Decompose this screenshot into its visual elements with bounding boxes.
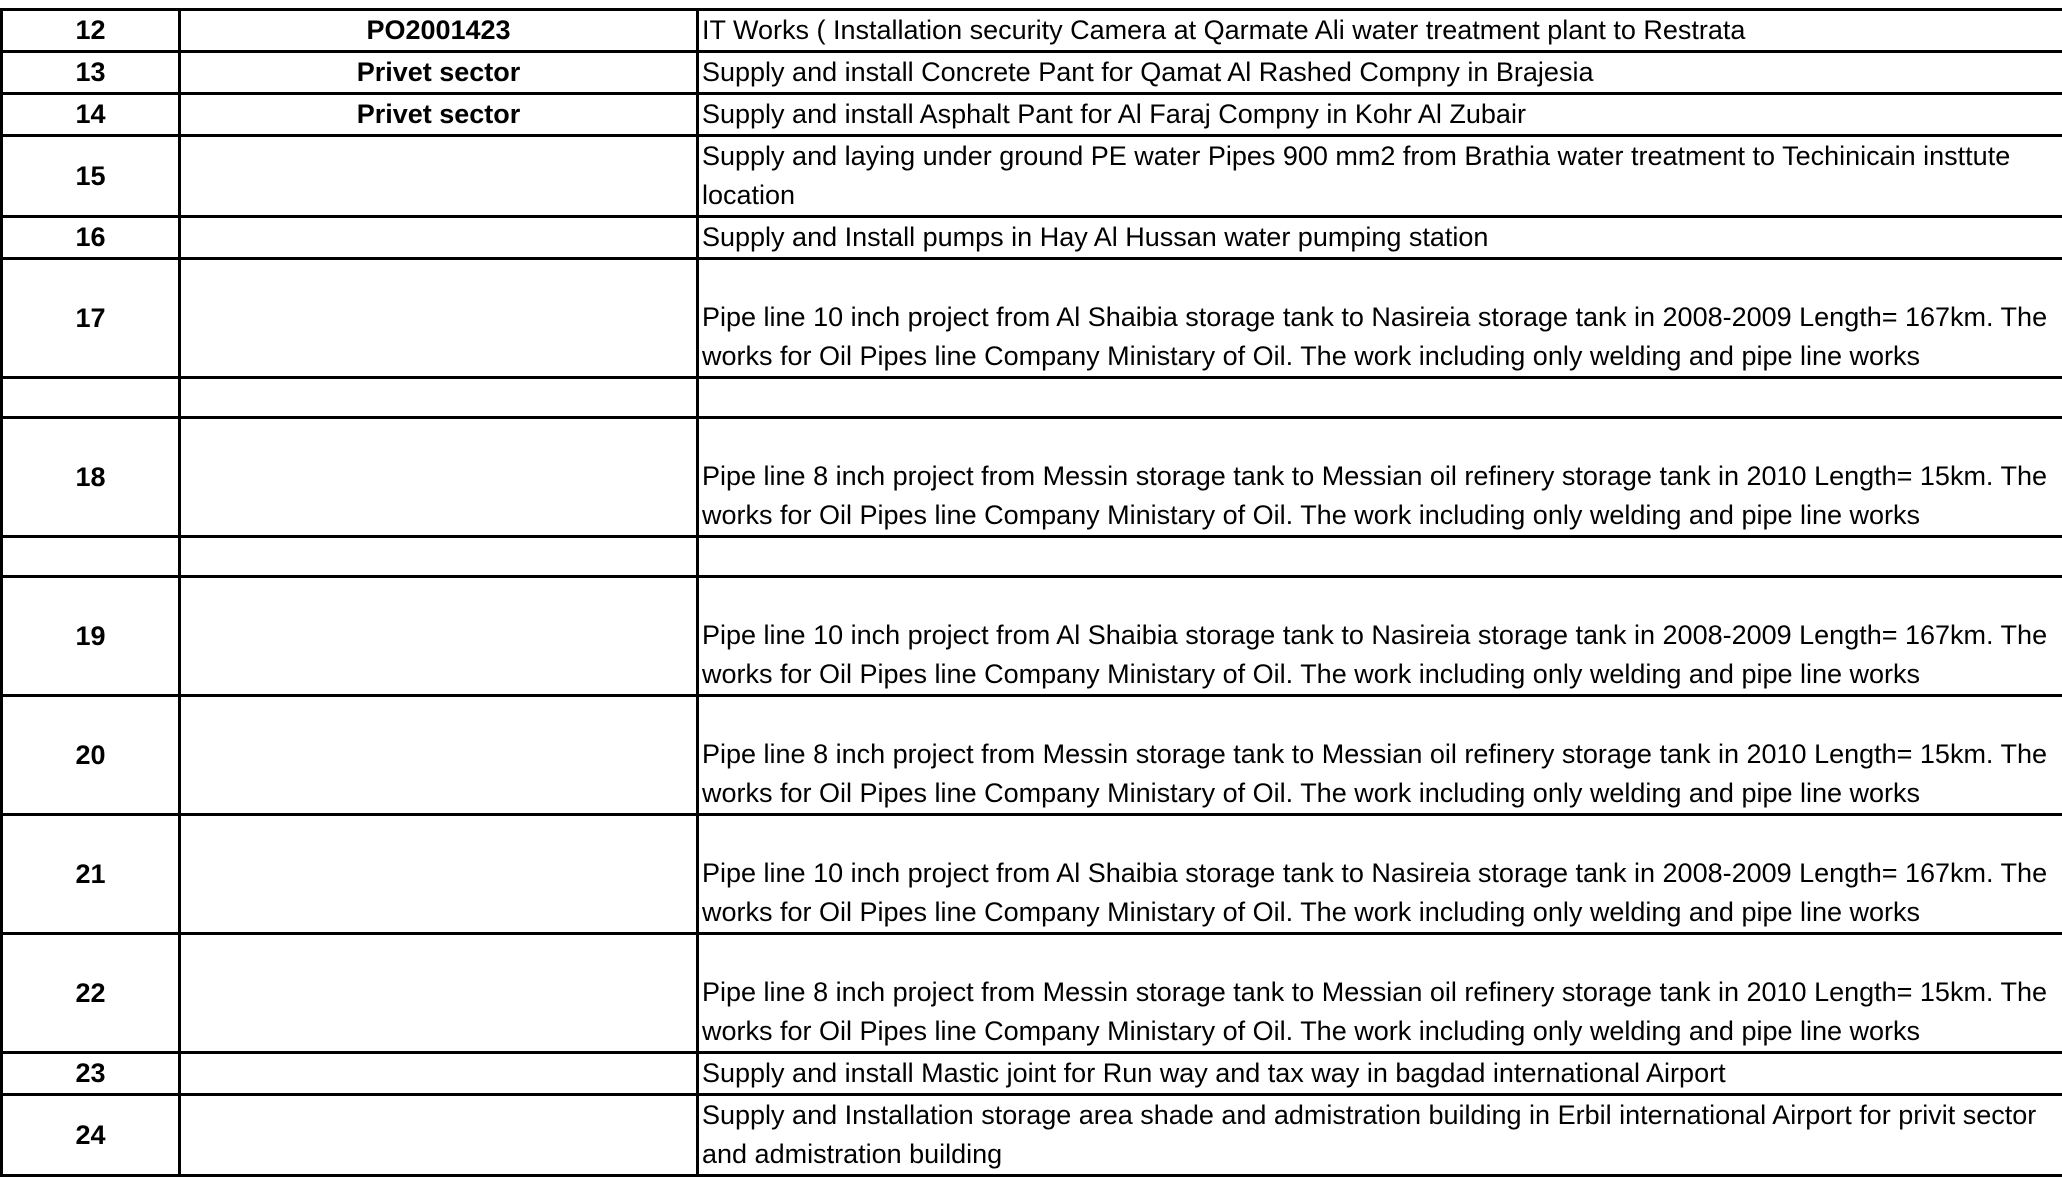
description-cell bbox=[698, 378, 2062, 418]
item-number-cell bbox=[2, 378, 180, 418]
item-number-cell: 18 bbox=[2, 418, 180, 537]
description-cell: Supply and Installation storage area shade and admistration building in Erbil international Airport for privit sector and admistration building bbox=[698, 1095, 2062, 1176]
table-row bbox=[2, 259, 2062, 378]
table-row bbox=[2, 52, 2062, 94]
item-number-cell: 24 bbox=[2, 1095, 180, 1176]
reference-cell bbox=[180, 418, 698, 537]
item-number-cell: 16 bbox=[2, 217, 180, 259]
description-cell bbox=[698, 537, 2062, 577]
item-number-cell: 20 bbox=[2, 696, 180, 815]
table-row bbox=[2, 94, 2062, 136]
description-cell: Pipe line 8 inch project from Messin storage tank to Messian oil refinery storage tank in 2010 Length= 15km. The works for Oil Pipes line Company Ministary of Oil. The work including only welding and pipe line works bbox=[698, 696, 2062, 815]
table-row bbox=[2, 1053, 2062, 1095]
description-cell: Supply and install Concrete Pant for Qamat Al Rashed Compny in Brajesia bbox=[698, 52, 2062, 94]
description-cell: IT Works ( Installation security Camera at Qarmate Ali water treatment plant to Restrata bbox=[698, 10, 2062, 52]
item-number-cell: 21 bbox=[2, 815, 180, 934]
item-number-cell bbox=[2, 537, 180, 577]
table-row bbox=[2, 217, 2062, 259]
reference-cell bbox=[180, 815, 698, 934]
description-cell: Pipe line 10 inch project from Al Shaibia storage tank to Nasireia storage tank in 2008-2009 Length= 167km. The works for Oil Pipes line Company Ministary of Oil. The work including only welding and pipe line works bbox=[698, 577, 2062, 696]
table-row bbox=[2, 378, 2062, 418]
item-number-cell: 15 bbox=[2, 136, 180, 217]
description-cell: Pipe line 8 inch project from Messin storage tank to Messian oil refinery storage tank in 2010 Length= 15km. The works for Oil Pipes line Company Ministary of Oil. The work including only welding and pipe line works bbox=[698, 418, 2062, 537]
reference-cell: Privet sector bbox=[180, 52, 698, 94]
reference-cell bbox=[180, 1095, 698, 1176]
table-row bbox=[2, 418, 2062, 537]
reference-cell bbox=[180, 696, 698, 815]
item-number-cell: 19 bbox=[2, 577, 180, 696]
description-cell: Pipe line 8 inch project from Messin storage tank to Messian oil refinery storage tank in 2010 Length= 15km. The works for Oil Pipes line Company Ministary of Oil. The work including only welding and pipe line works bbox=[698, 934, 2062, 1053]
item-number-cell: 14 bbox=[2, 94, 180, 136]
reference-cell bbox=[180, 259, 698, 378]
description-cell: Pipe line 10 inch project from Al Shaibia storage tank to Nasireia storage tank in 2008-2009 Length= 167km. The works for Oil Pipes line Company Ministary of Oil. The work including only welding and pipe line works bbox=[698, 815, 2062, 934]
reference-cell: Privet sector bbox=[180, 94, 698, 136]
description-cell: Pipe line 10 inch project from Al Shaibia storage tank to Nasireia storage tank in 2008-2009 Length= 167km. The works for Oil Pipes line Company Ministary of Oil. The work including only welding and pipe line works bbox=[698, 259, 2062, 378]
table-row bbox=[2, 136, 2062, 217]
table-row bbox=[2, 537, 2062, 577]
item-number-cell: 13 bbox=[2, 52, 180, 94]
description-cell: Supply and Install pumps in Hay Al Hussan water pumping station bbox=[698, 217, 2062, 259]
table-row bbox=[2, 934, 2062, 1053]
item-number-cell: 22 bbox=[2, 934, 180, 1053]
reference-cell: PO2001423 bbox=[180, 10, 698, 52]
description-cell: Supply and laying under ground PE water Pipes 900 mm2 from Brathia water treatment to Techinicain insttute location bbox=[698, 136, 2062, 217]
item-number-cell: 12 bbox=[2, 10, 180, 52]
reference-cell bbox=[180, 537, 698, 577]
reference-cell bbox=[180, 217, 698, 259]
table-row bbox=[2, 815, 2062, 934]
reference-cell bbox=[180, 934, 698, 1053]
table-row bbox=[2, 577, 2062, 696]
table-row bbox=[2, 696, 2062, 815]
description-cell: Supply and install Mastic joint for Run way and tax way in bagdad international Airport bbox=[698, 1053, 2062, 1095]
item-number-cell: 23 bbox=[2, 1053, 180, 1095]
reference-cell bbox=[180, 136, 698, 217]
table-row bbox=[2, 1095, 2062, 1176]
reference-cell bbox=[180, 1053, 698, 1095]
reference-cell bbox=[180, 577, 698, 696]
project-table bbox=[0, 8, 2062, 1177]
reference-cell bbox=[180, 378, 698, 418]
description-cell: Supply and install Asphalt Pant for Al Faraj Compny in Kohr Al Zubair bbox=[698, 94, 2062, 136]
table-row bbox=[2, 10, 2062, 52]
item-number-cell: 17 bbox=[2, 259, 180, 378]
